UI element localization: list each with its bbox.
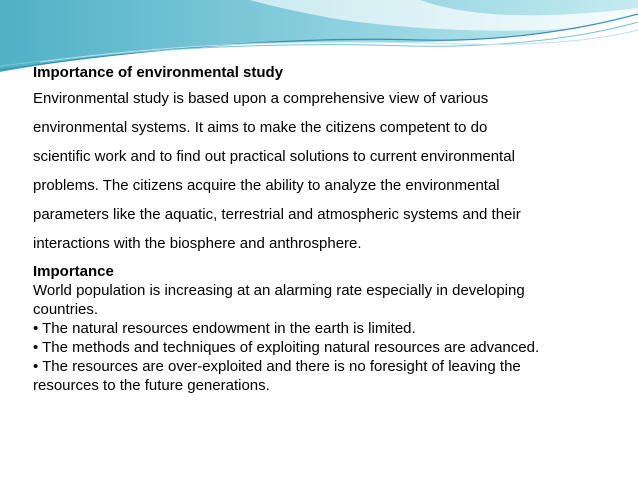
bullet-item: • The methods and techniques of exploiting natural resources are advanced. [33, 339, 540, 356]
importance-line: World population is increasing at an alarming rate especially in developing [33, 282, 525, 299]
slide-content [33, 62, 593, 395]
slide-title: Importance of environmental study [33, 64, 284, 81]
bullet-item: • The natural resources endowment in the earth is limited. [33, 320, 416, 337]
importance-section [33, 262, 593, 395]
bullet-item: • The resources are over-exploited and there is no foresight of leaving the [33, 358, 521, 375]
intro-line: environmental systems. It aims to make the citizens competent to do [33, 119, 488, 136]
importance-line: countries. [33, 301, 99, 318]
intro-line: problems. The citizens acquire the ability to analyze the environmental [33, 177, 500, 194]
intro-line: interactions with the biosphere and anthrosphere. [33, 235, 362, 252]
intro-line: Environmental study is based upon a comprehensive view of various [33, 90, 489, 107]
intro-paragraph [33, 84, 593, 258]
intro-line: scientific work and to find out practical solutions to current environmental [33, 148, 515, 165]
intro-line: parameters like the aquatic, terrestrial and atmospheric systems and their [33, 206, 521, 223]
importance-heading: Importance [33, 263, 114, 280]
bullet-continuation: resources to the future generations. [33, 377, 270, 394]
